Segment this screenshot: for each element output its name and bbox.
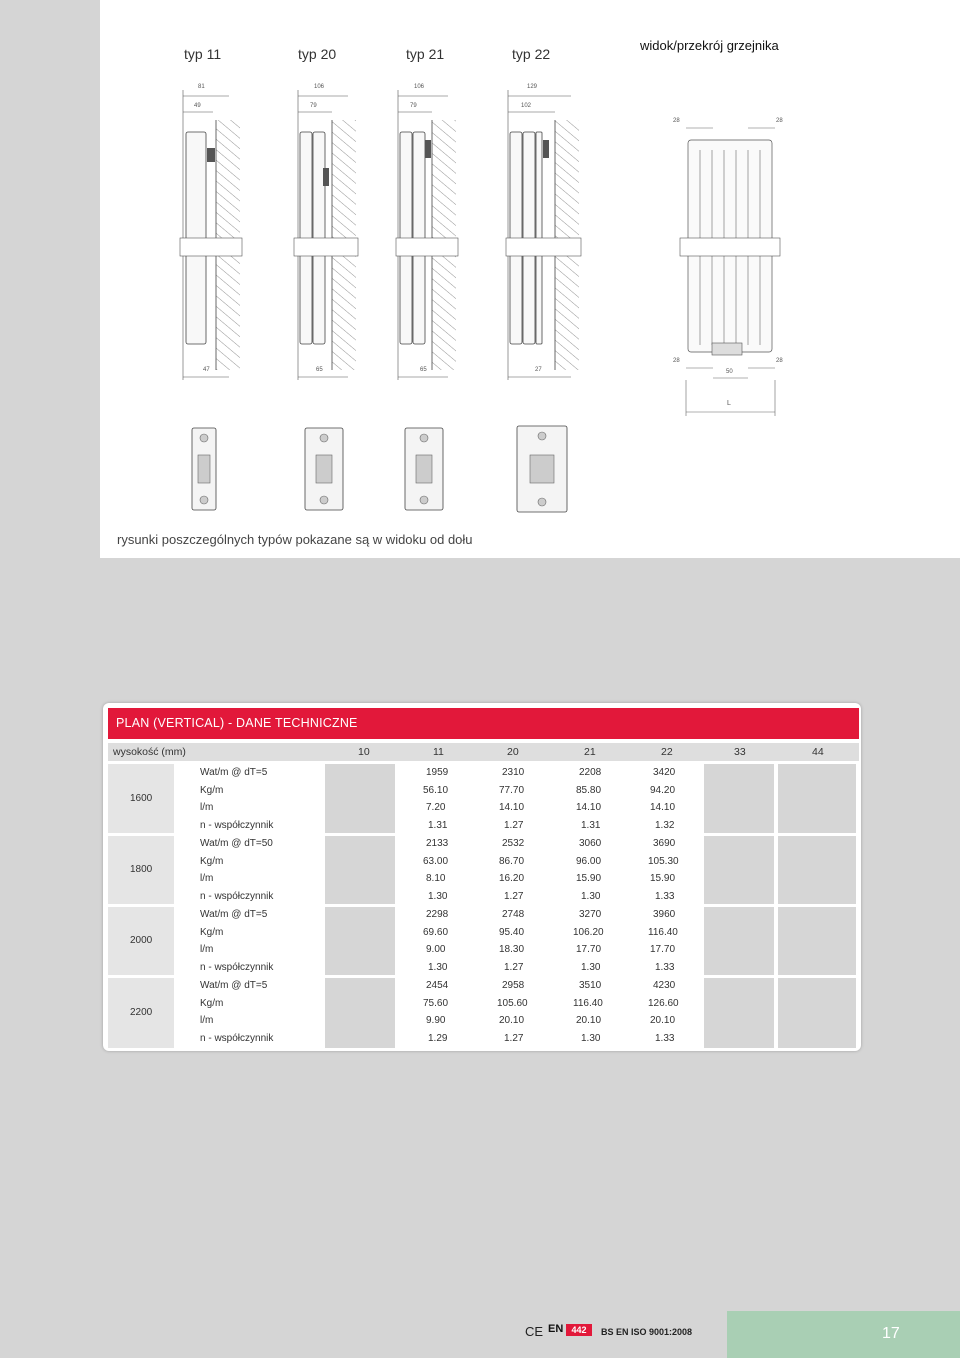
value-cell: 1.27 bbox=[504, 820, 524, 831]
value-cell: 94.20 bbox=[650, 785, 676, 796]
drawing-caption: rysunki poszczególnych typów pokazane są w widoku od dołu bbox=[117, 532, 473, 547]
blank-cell-44-2200 bbox=[778, 978, 856, 1048]
page-number: 17 bbox=[882, 1325, 900, 1342]
blank-cell-10-1600 bbox=[325, 764, 395, 833]
dim-front-bottom-left: 28 bbox=[673, 358, 680, 364]
dim-front-top-left: 28 bbox=[673, 118, 680, 124]
header-col-33: 33 bbox=[734, 746, 746, 758]
height-label-2000: 2000 bbox=[130, 935, 153, 946]
blank-cell-10-2200 bbox=[325, 978, 395, 1048]
value-cell: 3060 bbox=[579, 838, 602, 849]
value-cell: 69.60 bbox=[423, 927, 449, 938]
en-number: 442 bbox=[566, 1324, 592, 1336]
blank-cell-44-2000 bbox=[778, 907, 856, 975]
type-label-20: typ 20 bbox=[298, 46, 337, 62]
blank-cell-10-2000 bbox=[325, 907, 395, 975]
value-cell: 17.70 bbox=[576, 944, 602, 955]
dim-bottom-20: 65 bbox=[316, 367, 323, 373]
value-cell: 1.30 bbox=[581, 1033, 601, 1044]
view-title: widok/przekrój grzejnika bbox=[640, 38, 779, 53]
value-cell: 9.90 bbox=[426, 1015, 446, 1026]
header-col-21: 21 bbox=[584, 746, 596, 758]
row-label: Wat/m @ dT=5 bbox=[200, 909, 268, 920]
table-title: PLAN (VERTICAL) - DANE TECHNICZNE bbox=[108, 708, 859, 739]
value-cell: 1.30 bbox=[428, 891, 448, 902]
value-cell: 15.90 bbox=[650, 873, 676, 884]
value-cell: 2298 bbox=[426, 909, 449, 920]
value-cell: 3960 bbox=[653, 909, 676, 920]
dim-outer-20: 106 bbox=[314, 84, 325, 90]
value-cell: 7.20 bbox=[426, 802, 446, 813]
value-cell: 56.10 bbox=[423, 785, 449, 796]
value-cell: 105.30 bbox=[648, 856, 679, 867]
value-cell: 1.27 bbox=[504, 1033, 524, 1044]
dim-bottom-11: 47 bbox=[203, 367, 210, 373]
row-label: l/m bbox=[200, 1015, 214, 1026]
row-label: n - współczynnik bbox=[200, 891, 274, 902]
value-cell: 86.70 bbox=[499, 856, 525, 867]
blank-cell-33-2000 bbox=[704, 907, 774, 975]
dim-outer-21: 106 bbox=[414, 84, 425, 90]
value-cell: 63.00 bbox=[423, 856, 449, 867]
value-cell: 1.31 bbox=[581, 820, 601, 831]
dim-inner-20: 79 bbox=[310, 103, 317, 109]
row-label: Kg/m bbox=[200, 927, 224, 938]
ce-mark-icon: CE bbox=[525, 1324, 544, 1339]
value-cell: 14.10 bbox=[576, 802, 602, 813]
dim-outer-11: 81 bbox=[198, 84, 205, 90]
dim-front-bottom-mid: 50 bbox=[726, 369, 733, 375]
row-label: l/m bbox=[200, 873, 214, 884]
dim-front-top-right: 28 bbox=[776, 118, 783, 124]
value-cell: 20.10 bbox=[576, 1015, 602, 1026]
header-height-label: wysokość (mm) bbox=[113, 746, 186, 758]
value-cell: 1.32 bbox=[655, 820, 675, 831]
value-cell: 2133 bbox=[426, 838, 449, 849]
dim-front-bottom-right: 28 bbox=[776, 358, 783, 364]
height-label-2200: 2200 bbox=[130, 1007, 153, 1018]
dim-bottom-21: 65 bbox=[420, 367, 427, 373]
value-cell: 75.60 bbox=[423, 998, 449, 1009]
height-label-1800: 1800 bbox=[130, 864, 153, 875]
row-label: Kg/m bbox=[200, 856, 224, 867]
header-col-22: 22 bbox=[661, 746, 673, 758]
row-label: Kg/m bbox=[200, 998, 224, 1009]
data-table bbox=[108, 764, 859, 1048]
value-cell: 15.90 bbox=[576, 873, 602, 884]
value-cell: 1959 bbox=[426, 767, 449, 778]
blank-cell-44-1600 bbox=[778, 764, 856, 833]
table-header-row bbox=[108, 743, 859, 761]
value-cell: 96.00 bbox=[576, 856, 602, 867]
row-label: l/m bbox=[200, 944, 214, 955]
value-cell: 77.70 bbox=[499, 785, 525, 796]
dim-inner-21: 79 bbox=[410, 103, 417, 109]
value-cell: 2454 bbox=[426, 980, 449, 991]
blank-cell-33-2200 bbox=[704, 978, 774, 1048]
value-cell: 116.40 bbox=[648, 927, 678, 938]
en-442-logo bbox=[548, 1323, 594, 1337]
row-label: n - współczynnik bbox=[200, 820, 274, 831]
value-cell: 1.27 bbox=[504, 962, 524, 973]
value-cell: 2958 bbox=[502, 980, 525, 991]
value-cell: 1.33 bbox=[655, 891, 675, 902]
value-cell: 18.30 bbox=[499, 944, 525, 955]
value-cell: 1.30 bbox=[581, 891, 601, 902]
header-col-11: 11 bbox=[433, 746, 444, 758]
row-label: n - współczynnik bbox=[200, 962, 274, 973]
value-cell: 17.70 bbox=[650, 944, 676, 955]
value-cell: 2532 bbox=[502, 838, 525, 849]
value-cell: 3510 bbox=[579, 980, 602, 991]
type-label-11: typ 11 bbox=[184, 46, 222, 62]
blank-cell-44-1800 bbox=[778, 836, 856, 904]
value-cell: 2208 bbox=[579, 767, 602, 778]
en-label: EN bbox=[548, 1323, 564, 1335]
type-label-22: typ 22 bbox=[512, 46, 551, 62]
iso-certification: BS EN ISO 9001:2008 bbox=[601, 1327, 693, 1337]
blank-cell-33-1800 bbox=[704, 836, 774, 904]
value-cell: 16.20 bbox=[499, 873, 525, 884]
row-label: Wat/m @ dT=50 bbox=[200, 838, 273, 849]
technical-drawing bbox=[0, 0, 960, 560]
row-label: Wat/m @ dT=5 bbox=[200, 980, 268, 991]
value-cell: 2748 bbox=[502, 909, 525, 920]
dim-front-width: L bbox=[727, 400, 731, 407]
value-cell: 4230 bbox=[653, 980, 676, 991]
row-label: Wat/m @ dT=5 bbox=[200, 767, 268, 778]
value-cell: 1.33 bbox=[655, 962, 675, 973]
dim-bottom-22: 27 bbox=[535, 367, 542, 373]
blank-cell-10-1800 bbox=[325, 836, 395, 904]
dim-outer-22: 129 bbox=[527, 84, 538, 90]
blank-cell-33-1600 bbox=[704, 764, 774, 833]
value-cell: 1.30 bbox=[428, 962, 448, 973]
value-cell: 85.80 bbox=[576, 785, 602, 796]
value-cell: 2310 bbox=[502, 767, 525, 778]
value-cell: 1.30 bbox=[581, 962, 601, 973]
value-cell: 14.10 bbox=[650, 802, 676, 813]
header-col-20: 20 bbox=[507, 746, 519, 758]
value-cell: 1.29 bbox=[428, 1033, 448, 1044]
value-cell: 20.10 bbox=[650, 1015, 676, 1026]
value-cell: 8.10 bbox=[426, 873, 446, 884]
dim-inner-11: 49 bbox=[194, 103, 201, 109]
value-cell: 106.20 bbox=[573, 927, 604, 938]
value-cell: 126.60 bbox=[648, 998, 679, 1009]
height-label-1600: 1600 bbox=[130, 793, 153, 804]
header-col-10: 10 bbox=[358, 746, 370, 758]
type-label-21: typ 21 bbox=[406, 46, 445, 62]
dim-inner-22: 102 bbox=[521, 103, 532, 109]
value-cell: 116.40 bbox=[573, 998, 603, 1009]
value-cell: 20.10 bbox=[499, 1015, 525, 1026]
page-number-block bbox=[727, 1311, 960, 1358]
value-cell: 14.10 bbox=[499, 802, 525, 813]
row-label: l/m bbox=[200, 802, 214, 813]
row-label: Kg/m bbox=[200, 785, 224, 796]
value-cell: 3270 bbox=[579, 909, 602, 920]
value-cell: 1.31 bbox=[428, 820, 448, 831]
header-col-44: 44 bbox=[812, 746, 824, 758]
value-cell: 1.33 bbox=[655, 1033, 675, 1044]
value-cell: 95.40 bbox=[499, 927, 525, 938]
row-label: n - współczynnik bbox=[200, 1033, 274, 1044]
value-cell: 1.27 bbox=[504, 891, 524, 902]
value-cell: 9.00 bbox=[426, 944, 446, 955]
value-cell: 3690 bbox=[653, 838, 676, 849]
value-cell: 3420 bbox=[653, 767, 676, 778]
value-cell: 105.60 bbox=[497, 998, 528, 1009]
